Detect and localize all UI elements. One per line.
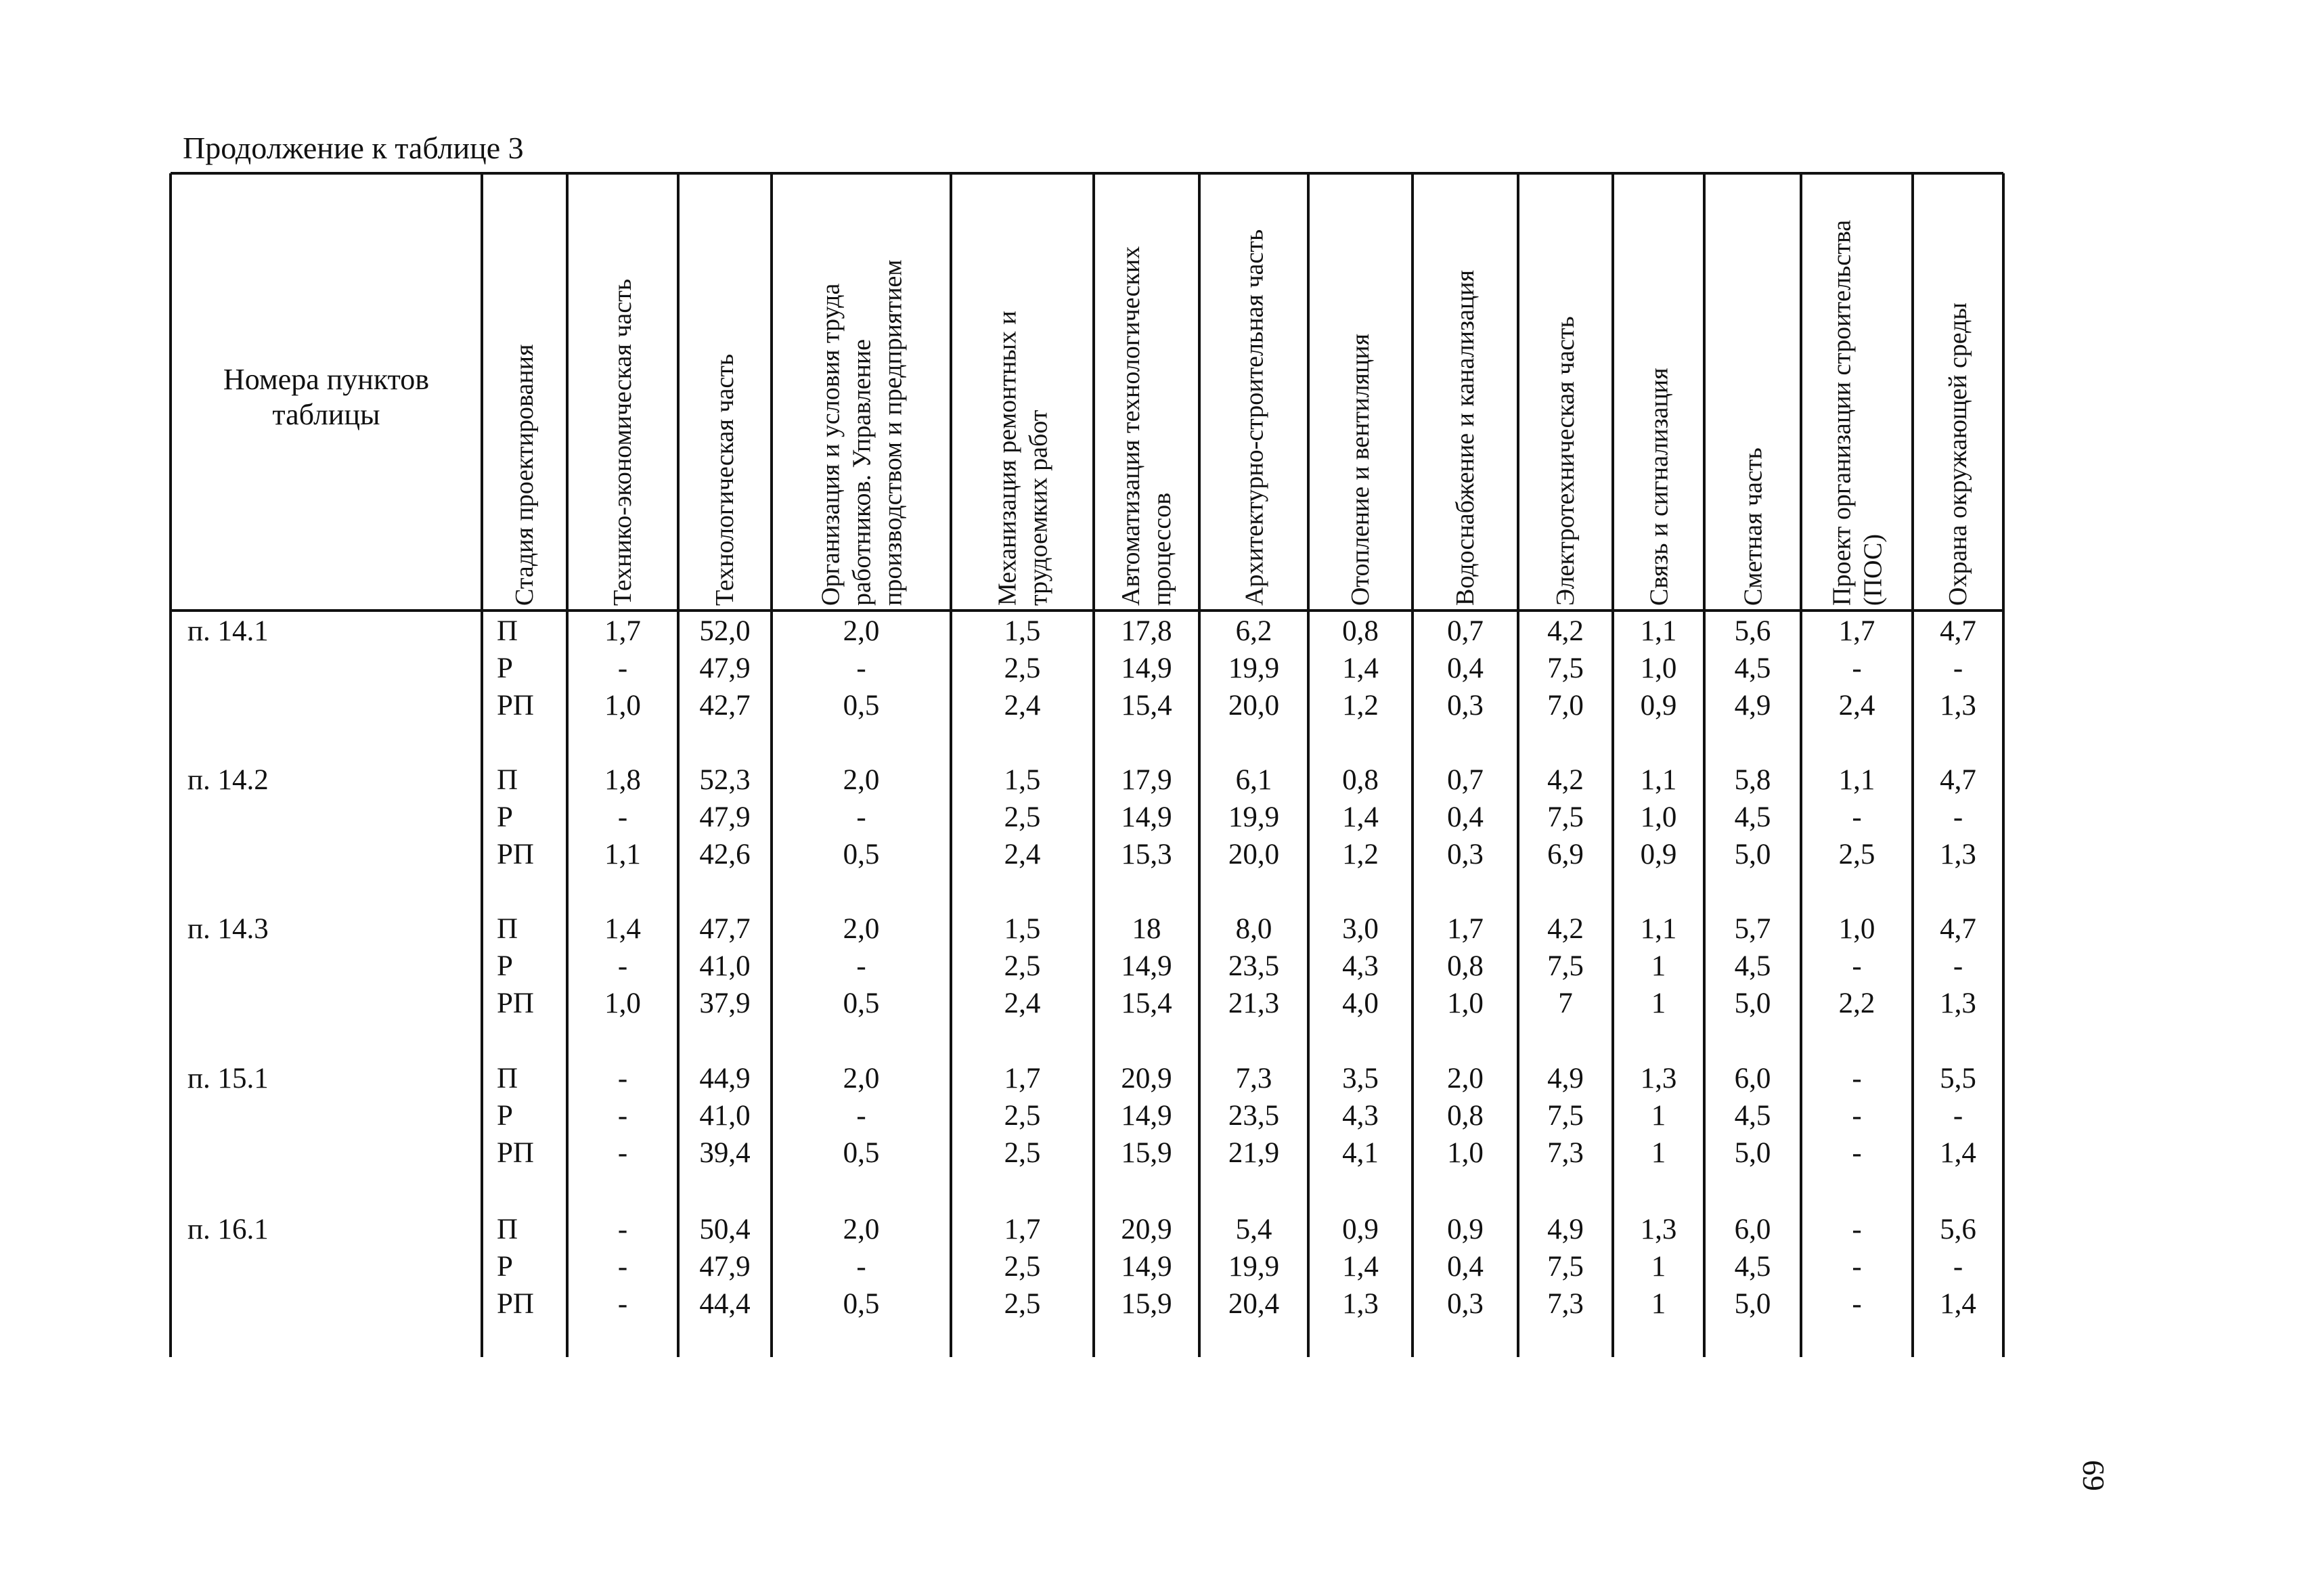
value-cell: 20,9 — [1121, 1214, 1172, 1245]
value-cell: - — [617, 1214, 628, 1245]
value-cell: 4,5 — [1734, 801, 1771, 833]
value-cell: 1,3 — [1940, 988, 1976, 1019]
value-cell: 7,5 — [1547, 1100, 1584, 1132]
header-column-3: Технологическая часть — [711, 353, 739, 606]
value-cell: 2,0 — [843, 764, 880, 796]
stage-cell: РП — [497, 1288, 534, 1320]
value-cell: 4,1 — [1342, 1137, 1379, 1169]
value-cell: 4,2 — [1547, 615, 1584, 647]
table-caption: Продолжение к таблице 3 — [183, 131, 524, 165]
value-cell: 0,5 — [843, 1288, 880, 1320]
value-cell: - — [617, 652, 628, 684]
value-cell: 1,4 — [1940, 1137, 1976, 1169]
value-cell: 41,0 — [699, 1100, 751, 1132]
value-cell: 1,4 — [604, 913, 641, 945]
value-cell: 2,5 — [1838, 839, 1875, 870]
value-cell: 1,1 — [1640, 615, 1677, 647]
value-cell: 1,1 — [1640, 913, 1677, 945]
value-cell: 2,5 — [1004, 652, 1041, 684]
value-cell: 1,4 — [1940, 1288, 1976, 1320]
value-cell: 4,3 — [1342, 1100, 1379, 1132]
value-cell: 2,5 — [1004, 1100, 1041, 1132]
header-column-9: Водоснабжение и канализация — [1451, 269, 1480, 606]
value-cell: 1,0 — [1640, 801, 1677, 833]
stage-cell: П — [497, 1214, 518, 1245]
value-cell: 6,9 — [1547, 839, 1584, 870]
value-cell: 0,8 — [1342, 615, 1379, 647]
value-cell: 1,5 — [1004, 615, 1041, 647]
value-cell: 15,4 — [1121, 988, 1172, 1019]
value-cell: 6,1 — [1235, 764, 1272, 796]
value-cell: 14,9 — [1121, 1100, 1172, 1132]
header-column-12: Сметная часть — [1738, 447, 1767, 606]
value-cell: 5,0 — [1734, 988, 1771, 1019]
value-cell: 0,8 — [1447, 1100, 1484, 1132]
value-cell: 1 — [1651, 1137, 1666, 1169]
value-cell: 2,2 — [1838, 988, 1875, 1019]
value-cell: 37,9 — [699, 988, 751, 1019]
value-cell: 21,9 — [1228, 1137, 1280, 1169]
value-cell: 4,7 — [1940, 615, 1976, 647]
value-cell: 1,2 — [1342, 690, 1379, 722]
value-cell: 6,0 — [1734, 1063, 1771, 1094]
value-cell: 5,7 — [1734, 913, 1771, 945]
value-cell: 1,7 — [604, 615, 641, 647]
value-cell: 2,0 — [843, 1214, 880, 1245]
value-cell: - — [617, 1100, 628, 1132]
value-cell: 1,8 — [604, 764, 641, 796]
stage-cell: Р — [497, 652, 513, 684]
value-cell: 5,6 — [1734, 615, 1771, 647]
value-cell: 2,0 — [843, 615, 880, 647]
value-cell: 0,3 — [1447, 1288, 1484, 1320]
value-cell: 52,3 — [699, 764, 751, 796]
value-cell: - — [856, 1100, 866, 1132]
value-cell: 2,0 — [1447, 1063, 1484, 1094]
value-cell: 5,5 — [1940, 1063, 1976, 1094]
stage-cell: Р — [497, 950, 513, 982]
value-cell: - — [1852, 1251, 1862, 1283]
value-cell: 1 — [1651, 1288, 1666, 1320]
value-cell: 1,0 — [1838, 913, 1875, 945]
value-cell: 47,9 — [699, 1251, 751, 1283]
header-column-10: Электротехническая часть — [1551, 316, 1580, 606]
stage-cell: Р — [497, 1100, 513, 1132]
value-cell: 2,5 — [1004, 950, 1041, 982]
value-cell: 44,4 — [699, 1288, 751, 1320]
value-cell: 42,7 — [699, 690, 751, 722]
value-cell: 18 — [1132, 913, 1161, 945]
value-cell: 4,9 — [1734, 690, 1771, 722]
value-cell: 19,9 — [1228, 801, 1280, 833]
value-cell: 0,3 — [1447, 690, 1484, 722]
value-cell: 15,4 — [1121, 690, 1172, 722]
value-cell: 1,3 — [1640, 1214, 1677, 1245]
value-cell: 0,4 — [1447, 801, 1484, 833]
value-cell: 6,0 — [1734, 1214, 1771, 1245]
value-cell: 1,7 — [1447, 913, 1484, 945]
value-cell: 1,4 — [1342, 801, 1379, 833]
header-column-1: Стадия проектирования — [510, 344, 539, 606]
value-cell: 4,3 — [1342, 950, 1379, 982]
value-cell: 1,4 — [1342, 1251, 1379, 1283]
value-cell: 50,4 — [699, 1214, 751, 1245]
value-cell: 20,9 — [1121, 1063, 1172, 1094]
value-cell: 7,5 — [1547, 652, 1584, 684]
value-cell: - — [1852, 801, 1862, 833]
value-cell: 47,9 — [699, 801, 751, 833]
value-cell: 2,4 — [1004, 988, 1041, 1019]
value-cell: 4,5 — [1734, 950, 1771, 982]
value-cell: - — [1852, 652, 1862, 684]
value-cell: 47,9 — [699, 652, 751, 684]
stage-cell: РП — [497, 1137, 534, 1169]
header-column-13: Проект организации строительства (ПОС) — [1827, 219, 1887, 606]
stage-cell: П — [497, 913, 518, 945]
value-cell: 4,0 — [1342, 988, 1379, 1019]
value-cell: 0,5 — [843, 1137, 880, 1169]
value-cell: 6,2 — [1235, 615, 1272, 647]
value-cell: 0,9 — [1447, 1214, 1484, 1245]
header-column-2: Технико-экономическая часть — [608, 278, 637, 606]
value-cell: 14,9 — [1121, 1251, 1172, 1283]
stage-cell: П — [497, 615, 518, 647]
value-cell: 2,5 — [1004, 1137, 1041, 1169]
header-row-numbers: Номера пунктов таблицы — [223, 363, 430, 431]
value-cell: 4,2 — [1547, 764, 1584, 796]
value-cell: 52,0 — [699, 615, 751, 647]
stage-cell: Р — [497, 1251, 513, 1283]
value-cell: 1 — [1651, 1100, 1666, 1132]
value-cell: 5,4 — [1235, 1214, 1272, 1245]
value-cell: 1 — [1651, 1251, 1666, 1283]
value-cell: 44,9 — [699, 1063, 751, 1094]
value-cell: - — [1953, 950, 1963, 982]
value-cell: 2,4 — [1004, 839, 1041, 870]
value-cell: 23,5 — [1228, 1100, 1280, 1132]
value-cell: 1,3 — [1940, 839, 1976, 870]
value-cell: 0,9 — [1640, 839, 1677, 870]
value-cell: 7,0 — [1547, 690, 1584, 722]
value-cell: 1,2 — [1342, 839, 1379, 870]
value-cell: 7,3 — [1547, 1137, 1584, 1169]
value-cell: - — [856, 801, 866, 833]
value-cell: - — [617, 1137, 628, 1169]
value-cell: 0,4 — [1447, 652, 1484, 684]
value-cell: 5,0 — [1734, 1137, 1771, 1169]
value-cell: 15,3 — [1121, 839, 1172, 870]
value-cell: 1,1 — [604, 839, 641, 870]
header-column-8: Отопление и вентиляция — [1346, 333, 1375, 606]
value-cell: - — [1852, 1100, 1862, 1132]
value-cell: 1,7 — [1004, 1214, 1041, 1245]
value-cell: 1,3 — [1640, 1063, 1677, 1094]
value-cell: 2,0 — [843, 913, 880, 945]
value-cell: 15,9 — [1121, 1288, 1172, 1320]
stage-cell: РП — [497, 988, 534, 1019]
value-cell: 42,6 — [699, 839, 751, 870]
value-cell: 3,0 — [1342, 913, 1379, 945]
value-cell: 0,8 — [1342, 764, 1379, 796]
value-cell: 1,7 — [1004, 1063, 1041, 1094]
value-cell: 1,3 — [1342, 1288, 1379, 1320]
value-cell: 1,5 — [1004, 913, 1041, 945]
group-label: п. 14.1 — [187, 615, 269, 647]
value-cell: 0,5 — [843, 839, 880, 870]
value-cell: 4,7 — [1940, 764, 1976, 796]
value-cell: 20,0 — [1228, 690, 1280, 722]
header-column-4: Организация и условия труда работников. Управление производством и предприятием — [816, 259, 907, 606]
value-cell: 20,4 — [1228, 1288, 1280, 1320]
group-label: п. 14.2 — [187, 764, 269, 796]
value-cell: 41,0 — [699, 950, 751, 982]
header-column-6: Автоматизация технологических процессов — [1117, 246, 1176, 606]
value-cell: 15,9 — [1121, 1137, 1172, 1169]
value-cell: 4,9 — [1547, 1063, 1584, 1094]
value-cell: - — [617, 801, 628, 833]
value-cell: - — [1953, 1251, 1963, 1283]
value-cell: 1,0 — [1447, 1137, 1484, 1169]
value-cell: 0,5 — [843, 690, 880, 722]
value-cell: - — [1852, 1288, 1862, 1320]
group-label: п. 14.3 — [187, 913, 269, 945]
value-cell: 2,0 — [843, 1063, 880, 1094]
value-cell: 4,9 — [1547, 1214, 1584, 1245]
value-cell: 5,0 — [1734, 1288, 1771, 1320]
value-cell: 39,4 — [699, 1137, 751, 1169]
value-cell: 14,9 — [1121, 801, 1172, 833]
value-cell: 0,4 — [1447, 1251, 1484, 1283]
value-cell: 1,1 — [1838, 764, 1875, 796]
value-cell: - — [1852, 1063, 1862, 1094]
stage-cell: П — [497, 764, 518, 796]
value-cell: 47,7 — [699, 913, 751, 945]
value-cell: 5,8 — [1734, 764, 1771, 796]
value-cell: 21,3 — [1228, 988, 1280, 1019]
value-cell: 19,9 — [1228, 652, 1280, 684]
header-column-11: Связь и сигнализация — [1644, 368, 1673, 606]
value-cell: 23,5 — [1228, 950, 1280, 982]
stage-cell: Р — [497, 801, 513, 833]
value-cell: 4,5 — [1734, 652, 1771, 684]
value-cell: 1,0 — [1640, 652, 1677, 684]
value-cell: 2,5 — [1004, 1251, 1041, 1283]
value-cell: 7,5 — [1547, 950, 1584, 982]
value-cell: 7,5 — [1547, 1251, 1584, 1283]
group-label: п. 16.1 — [187, 1214, 269, 1245]
value-cell: 0,8 — [1447, 950, 1484, 982]
value-cell: 4,7 — [1940, 913, 1976, 945]
value-cell: 7 — [1558, 988, 1573, 1019]
value-cell: 2,5 — [1004, 801, 1041, 833]
value-cell: - — [1852, 1137, 1862, 1169]
value-cell: - — [1953, 1100, 1963, 1132]
value-cell: 20,0 — [1228, 839, 1280, 870]
value-cell: 2,5 — [1004, 1288, 1041, 1320]
value-cell: 1,4 — [1342, 652, 1379, 684]
value-cell: 1,7 — [1838, 615, 1875, 647]
value-cell: 19,9 — [1228, 1251, 1280, 1283]
value-cell: - — [856, 652, 866, 684]
value-cell: 4,2 — [1547, 913, 1584, 945]
value-cell: 1 — [1651, 950, 1666, 982]
value-cell: 17,9 — [1121, 764, 1172, 796]
value-cell: 8,0 — [1235, 913, 1272, 945]
value-cell: 7,5 — [1547, 801, 1584, 833]
value-cell: 14,9 — [1121, 950, 1172, 982]
value-cell: - — [856, 950, 866, 982]
value-cell: - — [1852, 1214, 1862, 1245]
header-column-7: Архитектурно-строительная часть — [1239, 229, 1268, 606]
page-number: 69 — [2076, 1460, 2111, 1491]
group-label: п. 15.1 — [187, 1063, 269, 1094]
value-cell: 2,4 — [1838, 690, 1875, 722]
header-column-14: Охрана окружающей среды — [1944, 302, 1972, 606]
stage-cell: РП — [497, 690, 534, 722]
value-cell: 3,5 — [1342, 1063, 1379, 1094]
value-cell: 7,3 — [1235, 1063, 1272, 1094]
value-cell: 1,5 — [1004, 764, 1041, 796]
value-cell: - — [617, 1251, 628, 1283]
value-cell: 1,0 — [604, 988, 641, 1019]
value-cell: 1 — [1651, 988, 1666, 1019]
header-column-5: Механизация ремонтных и трудоемких работ — [992, 311, 1052, 606]
value-cell: 7,3 — [1547, 1288, 1584, 1320]
value-cell: 0,9 — [1640, 690, 1677, 722]
value-cell: 0,7 — [1447, 764, 1484, 796]
value-cell: 17,8 — [1121, 615, 1172, 647]
value-cell: 1,0 — [604, 690, 641, 722]
value-cell: 4,5 — [1734, 1100, 1771, 1132]
value-cell: 2,4 — [1004, 690, 1041, 722]
value-cell: - — [617, 950, 628, 982]
value-cell: - — [617, 1063, 628, 1094]
value-cell: 5,0 — [1734, 839, 1771, 870]
value-cell: - — [1953, 801, 1963, 833]
stage-cell: РП — [497, 839, 534, 870]
value-cell: 1,3 — [1940, 690, 1976, 722]
value-cell: - — [1852, 950, 1862, 982]
value-cell: - — [856, 1251, 866, 1283]
value-cell: - — [617, 1288, 628, 1320]
value-cell: 1,1 — [1640, 764, 1677, 796]
value-cell: 0,9 — [1342, 1214, 1379, 1245]
value-cell: 0,5 — [843, 988, 880, 1019]
value-cell: 1,0 — [1447, 988, 1484, 1019]
value-cell: - — [1953, 652, 1963, 684]
value-cell: 14,9 — [1121, 652, 1172, 684]
value-cell: 4,5 — [1734, 1251, 1771, 1283]
stage-cell: П — [497, 1063, 518, 1094]
value-cell: 0,3 — [1447, 839, 1484, 870]
value-cell: 0,7 — [1447, 615, 1484, 647]
value-cell: 5,6 — [1940, 1214, 1976, 1245]
